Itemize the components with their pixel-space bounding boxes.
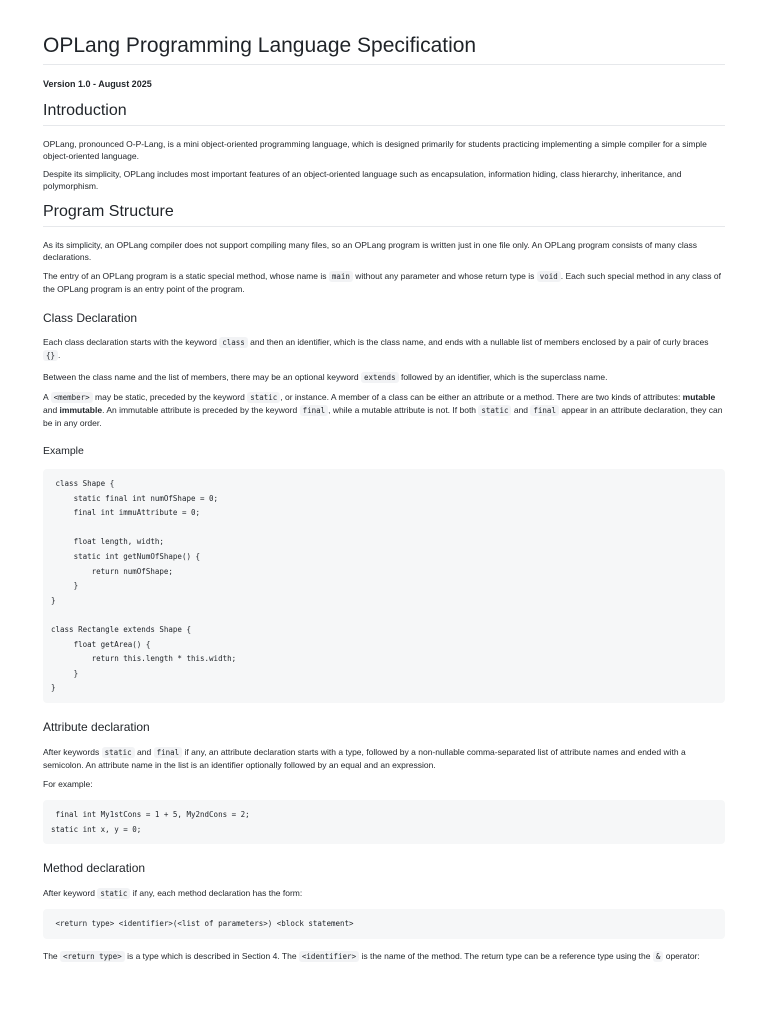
structure-paragraph-2	[43, 270, 725, 295]
inline-code-ampersand: &	[653, 951, 664, 962]
text-span: , while a mutable attribute is not. If both	[328, 405, 479, 415]
inline-code-return-type: <return type>	[60, 951, 125, 962]
inline-code-braces: {}	[43, 350, 58, 361]
inline-code-static: static	[97, 888, 130, 899]
inline-code-identifier: <identifier>	[299, 951, 359, 962]
text-span: . Each such special method in any class of the OPLang program is an entry point of the program.	[43, 271, 721, 294]
strong-mutable: mutable	[682, 392, 716, 402]
text-span: without any parameter and whose return type is	[352, 271, 537, 281]
version-text: Version 1.0 - August 2025	[43, 79, 152, 89]
heading-attribute-declaration: Attribute declaration	[43, 720, 150, 734]
class-paragraph-2	[43, 371, 725, 384]
text-span: . An immutable attribute is preceded by the keyword	[102, 405, 300, 415]
code-block-class-example: class Shape { static final int numOfShape = 0; final int immuAttribute = 0; float length, width; static int getNumOfShape() { return numOfShape; } } class Rectangle extends Shape { float getArea() { return this.length * this.width; } }	[43, 469, 725, 703]
inline-code-static: static	[247, 392, 280, 403]
method-paragraph-2	[43, 950, 725, 963]
class-paragraph-1	[43, 336, 725, 362]
text-span: is the name of the method. The return type can be a reference type using the	[359, 951, 653, 961]
text-span: if any, each method declaration has the form:	[130, 888, 303, 898]
text-span: may be static, preceded by the keyword	[92, 392, 248, 402]
text-span: and	[511, 405, 531, 415]
structure-paragraph-1: As its simplicity, an OPLang compiler does not support compiling many files, so an OPLang program is written just in one file only. An OPLang program consists of many class declarations.	[43, 240, 698, 262]
version-line	[43, 78, 725, 90]
text-span: followed by an identifier, which is the superclass name.	[398, 372, 608, 382]
heading-program-structure: Program Structure	[43, 201, 725, 227]
text-span: The	[43, 951, 61, 961]
inline-code-class: class	[219, 337, 248, 348]
text-span: if any, an attribute declaration starts with a type, followed by a non-nullable comma-separated list of attribute names and ended with a semicolon. An attribute name in the list is an identifier optionally followed by an equal and an expression.	[43, 747, 686, 770]
inline-code-main: main	[329, 271, 353, 282]
method-paragraph-1	[43, 887, 725, 900]
inline-code-extends: extends	[361, 372, 399, 383]
inline-code-static: static	[102, 747, 135, 758]
intro-paragraph-1: OPLang, pronounced O-P-Lang, is a mini object-oriented programming language, which is designed primarily for students practicing implementing a simple compiler for a simple object-oriented language.	[43, 139, 707, 161]
text-span: , or instance. A member of a class can be either an attribute or a method. There are two kinds of attributes:	[280, 392, 683, 402]
text-span: The entry of an OPLang program is a static special method, whose name is	[43, 271, 329, 281]
class-paragraph-3	[43, 391, 725, 429]
text-span: and	[43, 405, 60, 415]
inline-code-final: final	[530, 405, 559, 416]
text-span: appear in an attribute declaration, they can be in any order.	[43, 405, 723, 428]
heading-example: Example	[43, 445, 84, 457]
heading-introduction: Introduction	[43, 100, 725, 126]
attribute-paragraph-1	[43, 746, 725, 771]
page-title: OPLang Programming Language Specification	[43, 32, 725, 65]
inline-code-member: <member>	[51, 392, 93, 403]
heading-method-declaration: Method declaration	[43, 861, 146, 875]
text-span: is a type which is described in Section 4. The	[124, 951, 299, 961]
attribute-paragraph-2: For example:	[43, 779, 93, 789]
text-span: After keywords	[43, 747, 102, 757]
code-block-method-form: <return type> <identifier>(<list of parameters>) <block statement>	[43, 909, 725, 939]
strong-immutable: immutable	[59, 405, 103, 415]
intro-paragraph-2: Despite its simplicity, OPLang includes most important features of an object-oriented language such as encapsulation, information hiding, class hierarchy, inheritance, and polymorphism.	[43, 169, 682, 191]
inline-code-void: void	[537, 271, 561, 282]
inline-code-static: static	[478, 405, 511, 416]
text-span: and	[134, 747, 154, 757]
inline-code-final: final	[154, 747, 183, 758]
text-span: A	[43, 392, 51, 402]
code-block-attribute-example: final int My1stCons = 1 + 5, My2ndCons = 2; static int x, y = 0;	[43, 800, 725, 844]
text-span: After keyword	[43, 888, 98, 898]
text-span: .	[58, 350, 61, 360]
text-span: Each class declaration starts with the keyword	[43, 337, 220, 347]
text-span: and then an identifier, which is the class name, and ends with a nullable list of members enclosed by a pair of curly braces	[247, 337, 709, 347]
inline-code-final: final	[300, 405, 329, 416]
text-span: operator:	[663, 951, 700, 961]
text-span: Between the class name and the list of members, there may be an optional keyword	[43, 372, 361, 382]
heading-class-declaration: Class Declaration	[43, 311, 138, 325]
